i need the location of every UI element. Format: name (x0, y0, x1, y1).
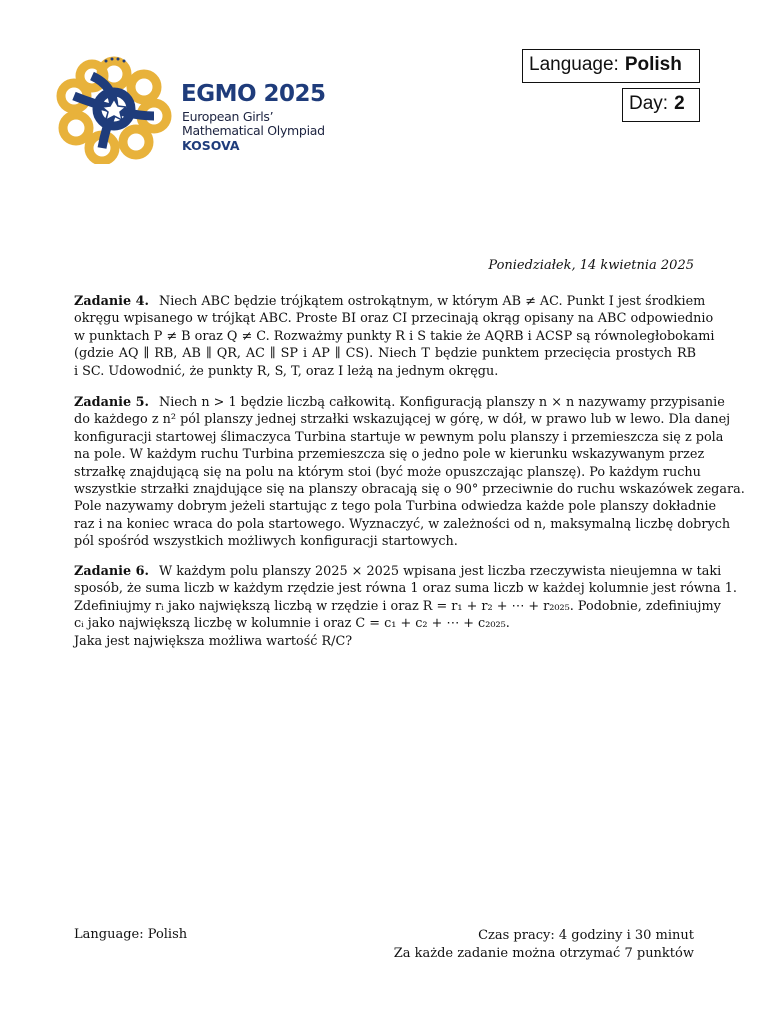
problem-text-line: raz i na koniec wraca do pola startowego. Wyznaczyć, w zależności od n, maksymalną liczbę dobrych (74, 516, 731, 532)
problem-label: Zadanie 5. (74, 395, 149, 410)
language-box (522, 49, 700, 83)
problem-text-line: cᵢ jako największą liczbę w kolumnie i oraz C = c₁ + c₂ + ⋯ + c₂₀₂₅. (74, 616, 510, 632)
problem-4 (74, 293, 715, 380)
problem-text-line: Niech n > 1 będzie liczbą całkowitą. Konfiguracją planszy n × n nazywamy przypisanie (159, 395, 725, 410)
day-value: 2 (674, 93, 685, 114)
problem-text-line: Zdefiniujmy rᵢ jako największą liczbą w rzędzie i oraz R = r₁ + r₂ + ⋯ + r₂₀₂₅. Podobnie, zdefiniujmy (74, 598, 721, 614)
exam-date: Poniedziałek, 14 kwietnia 2025 (488, 258, 694, 273)
problem-text-line: na pole. W każdym ruchu Turbina przemieszcza się o jedno pole w kierunku wskazywanym przez (74, 447, 705, 463)
footer-time: Czas pracy: 4 godziny i 30 minut (478, 928, 694, 943)
footer-language: Language: Polish (74, 927, 188, 942)
egmo-emblem-icon (56, 54, 172, 164)
problem-text-line: W każdym polu planszy 2025 × 2025 wpisana jest liczba rzeczywista nieujemna w taki (159, 564, 722, 579)
problem-text-line: pól spośród wszystkich możliwych konfiguracji startowych. (74, 534, 458, 550)
problem-6 (74, 563, 737, 650)
problem-text-line: wszystkie strzałki znajdujące się na planszy obracają się o 90° przeciwnie do ruchu wskazówek zegara. (74, 482, 745, 498)
problem-text-line: do każdego z n² pól planszy jednej strzałki wskazującej w górę, w dół, w prawo lub w lewo. Dla danej (74, 412, 731, 428)
logo-country: KOSOVA (182, 138, 240, 153)
footer-points: Za każde zadanie można otrzymać 7 punktów (393, 945, 694, 961)
problem-text-line: strzałkę znajdującą się na polu na którym stoi (być może opuszczając planszę). Po każdym ruchu (74, 464, 701, 480)
day-label: Day: (629, 93, 669, 114)
logo-subtitle-line2: Mathematical Olympiad (182, 123, 325, 138)
problem-label: Zadanie 4. (74, 294, 149, 309)
day-box (622, 88, 700, 122)
language-value: Polish (624, 54, 682, 75)
problem-5 (74, 394, 745, 551)
problem-text-line: Niech ABC będzie trójkątem ostrokątnym, w którym AB ≠ AC. Punkt I jest środkiem (159, 294, 706, 309)
problem-text-line: Pole nazywamy dobrym jeżeli startując z tego pola Turbina odwiedza każde pole planszy dokładnie (74, 499, 717, 515)
problem-text-line: okręgu wpisanego w trójkąt ABC. Proste BI oraz CI przecinają okrąg opisany na ABC odpowiednio (74, 311, 714, 327)
language-label: Language: (529, 54, 619, 75)
problem-text-line: w punktach P ≠ B oraz Q ≠ C. Rozważmy punkty R i S takie że AQRB i ACSP są równoległobokami (74, 328, 715, 344)
logo-title: EGMO 2025 (181, 81, 326, 107)
problem-text-line: konfiguracji startowej ślimaczyca Turbina startuje w pewnym polu planszy i przemieszcza się z pola (74, 429, 724, 445)
problem-text-line: i SC. Udowodnić, że punkty R, S, T, oraz I leżą na jednym okręgu. (74, 363, 499, 379)
logo-subtitle-line1: European Girls’ (182, 109, 274, 124)
problem-label: Zadanie 6. (74, 564, 149, 579)
problem-text-line: (gdzie AQ ∥ RB, AB ∥ QR, AC ∥ SP i AP ∥ CS). Niech T będzie punktem przecięcia prostych RB (74, 346, 696, 362)
footer-info (394, 927, 694, 962)
egmo-logo (56, 54, 356, 164)
problem-text-line: sposób, że suma liczb w każdym rzędzie jest równa 1 oraz suma liczb w każdej kolumnie jest równa 1. (74, 581, 737, 597)
problem-text-line: Jaka jest największa możliwa wartość R/C? (74, 633, 353, 649)
